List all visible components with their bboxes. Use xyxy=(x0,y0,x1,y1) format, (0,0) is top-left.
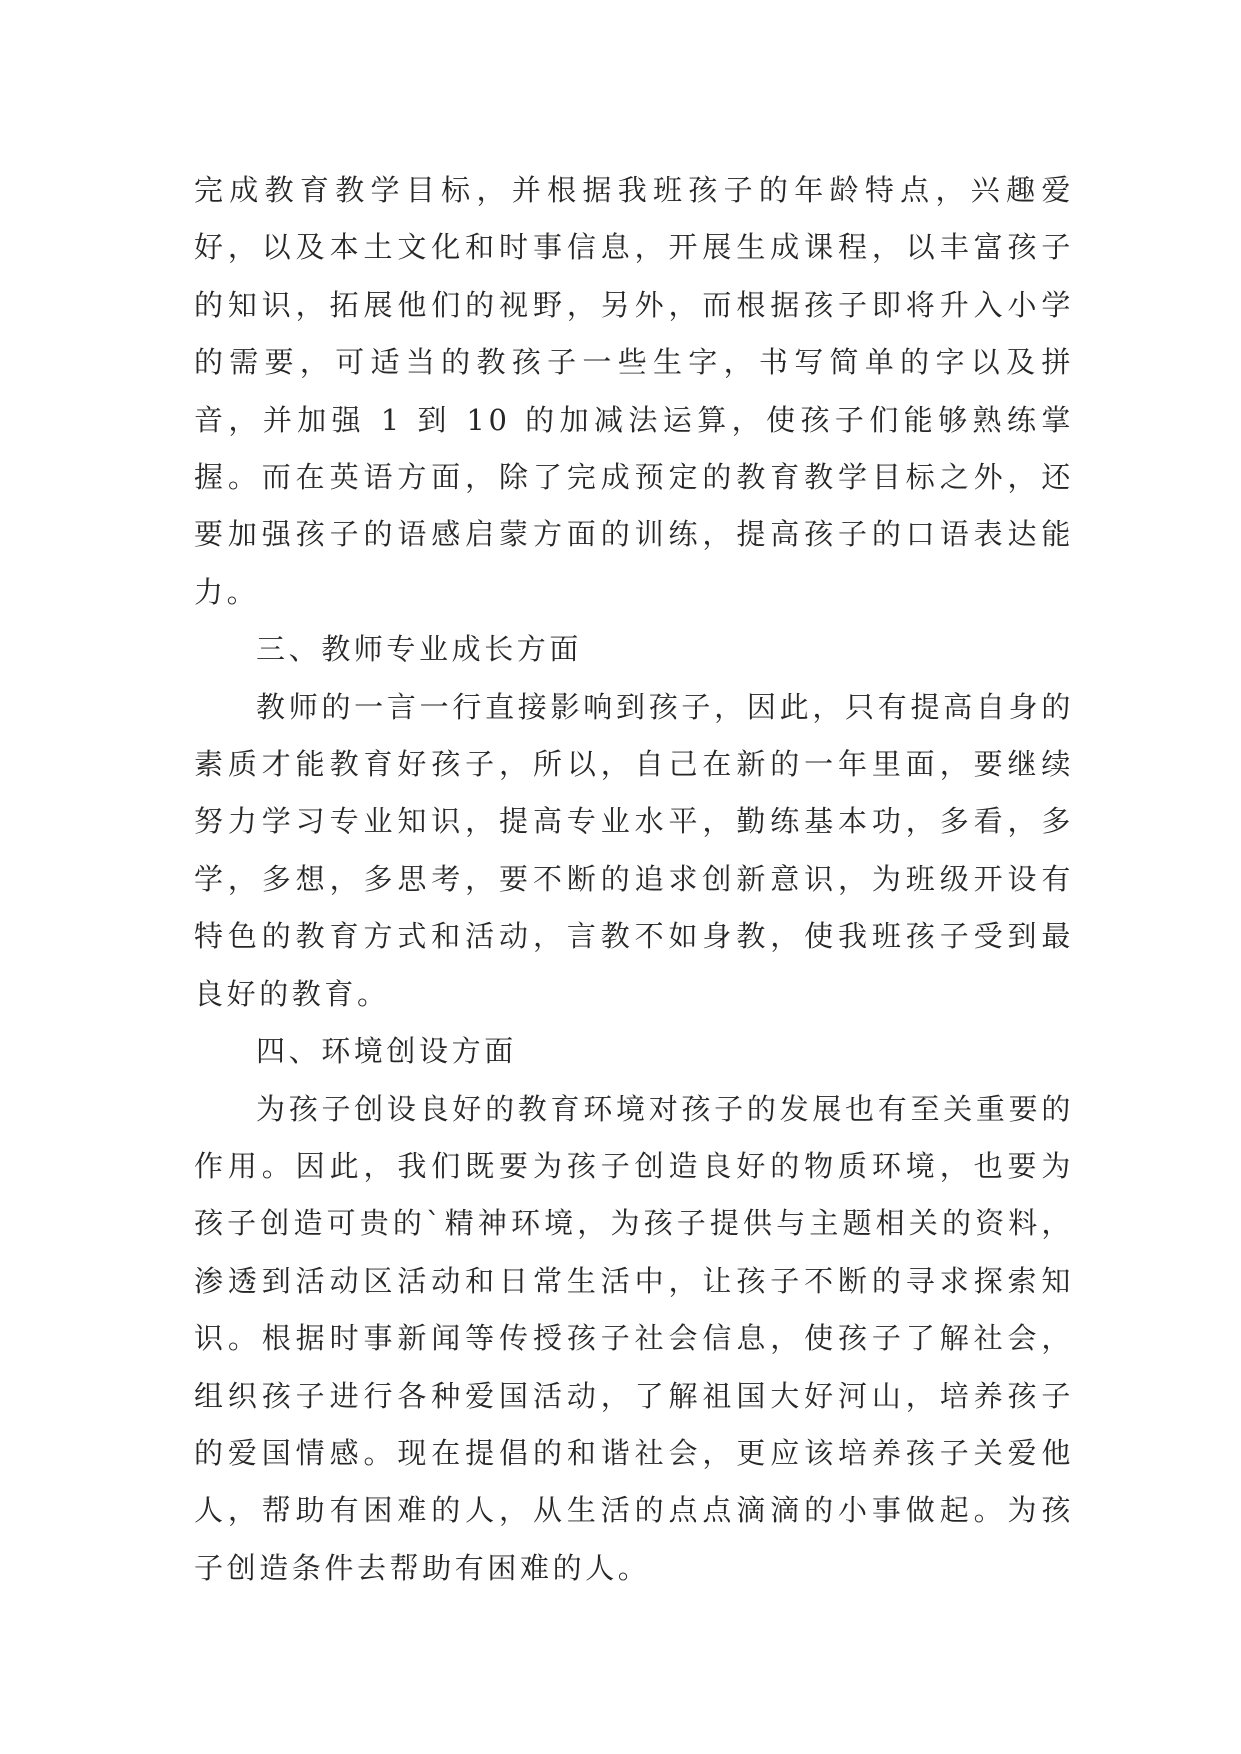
section-heading-environment: 四、环境创设方面 xyxy=(256,1034,517,1069)
section-heading-teacher-growth: 三、教师专业成长方面 xyxy=(256,632,583,667)
paragraph-continuation: 完成教育教学目标，并根据我班孩子的年龄特点，兴趣爱好，以及本土文化和时事信息，开展生成课程，以丰富孩子的知识，拓展他们的视野，另外，而根据孩子即将升入小学的需要，可适当的教孩子一些生字，书写简单的字以及拼音，并加强 1 到 10 的加减法运算，使孩子们能够熟练掌握。而在英语方面，除了完成预定的教育教学目标之外，还要加强孩子的语感启蒙方面的训练，提高孩子的口语表达能力。 xyxy=(194,173,1074,609)
document-body xyxy=(194,162,1074,1597)
paragraph-environment: 为孩子创设良好的教育环境对孩子的发展也有至关重要的作用。因此，我们既要为孩子创造良好的物质环境，也要为孩子创造可贵的`精神环境，为孩子提供与主题相关的资料，渗透到活动区活动和日常生活中，让孩子不断的寻求探索知识。根据时事新闻等传授孩子社会信息，使孩子了解社会，组织孩子进行各种爱国活动，了解祖国大好河山，培养孩子的爱国情感。现在提倡的和谐社会，更应该培养孩子关爱他人，帮助有困难的人，从生活的点点滴滴的小事做起。为孩子创造条件去帮助有困难的人。 xyxy=(194,1091,1074,1585)
paragraph-teacher-growth: 教师的一言一行直接影响到孩子，因此，只有提高自身的素质才能教育好孩子，所以，自己在新的一年里面，要继续努力学习专业知识，提高专业水平，勤练基本功，多看，多学，多想，多思考，要不断的追求创新意识，为班级开设有特色的教育方式和活动，言教不如身教，使我班孩子受到最良好的教育。 xyxy=(194,689,1074,1011)
